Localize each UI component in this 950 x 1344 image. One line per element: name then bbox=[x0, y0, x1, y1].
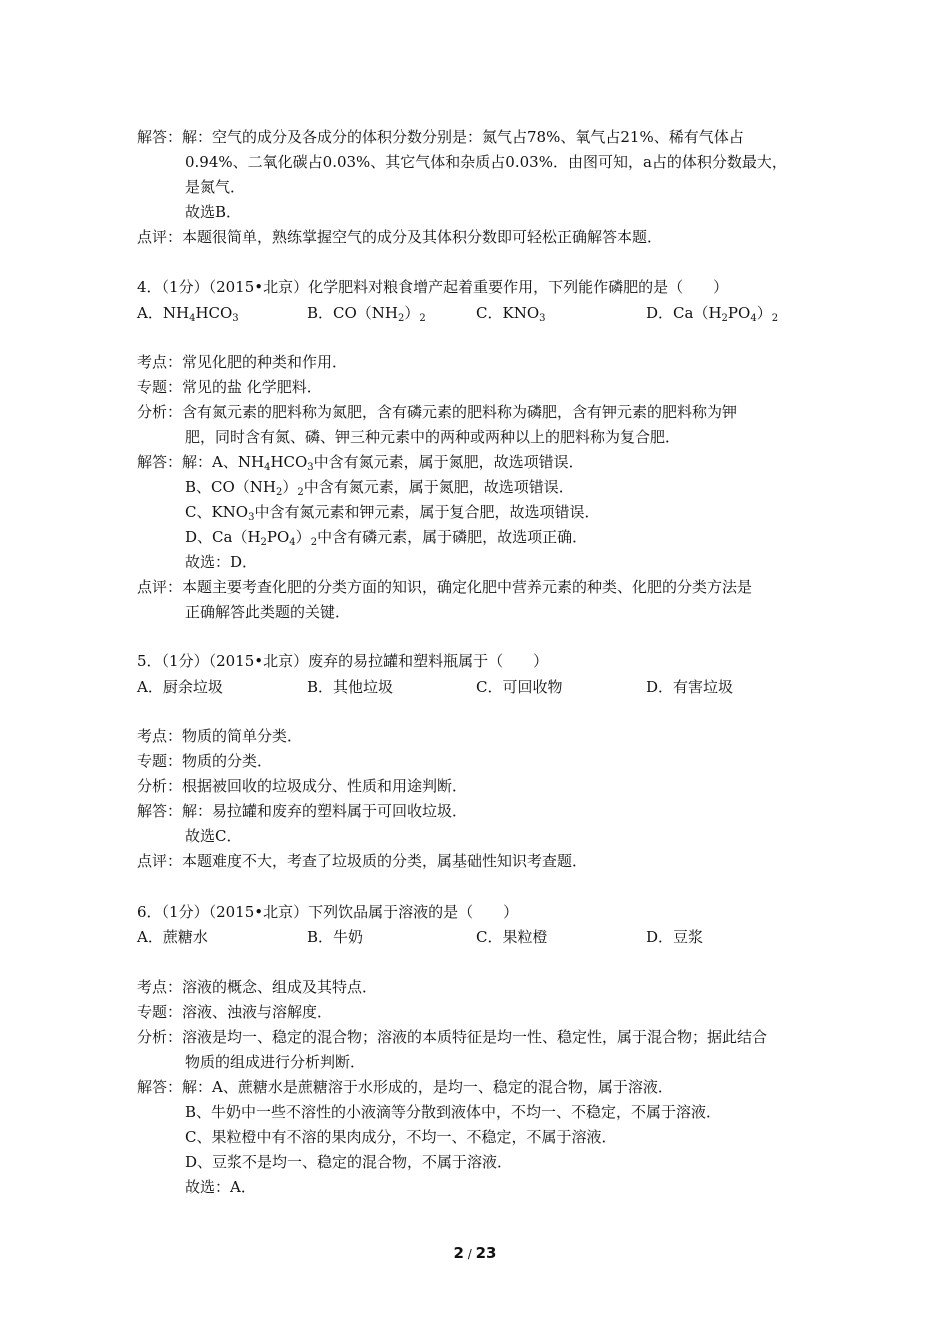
answer-label: 解答： bbox=[137, 1078, 183, 1096]
q5-option-b: B．其他垃圾 bbox=[307, 678, 394, 696]
fenxi-line: 物质的组成进行分析判断． bbox=[185, 1053, 366, 1071]
subscript: 4 bbox=[189, 313, 196, 324]
answer-line: 是氮气． bbox=[185, 178, 246, 196]
formula-part: CO（NH bbox=[333, 304, 399, 322]
answer-label: 解答： bbox=[137, 802, 183, 820]
zhuanti-text: 常见的盐 化学肥料． bbox=[182, 378, 322, 396]
option-prefix: A． bbox=[137, 304, 163, 322]
subscript: 2 bbox=[260, 537, 267, 548]
q6-option-b: B．牛奶 bbox=[307, 928, 364, 946]
subscript: 4 bbox=[289, 537, 296, 548]
subscript: 2 bbox=[310, 537, 318, 548]
q5-option-a: A．厨余垃圾 bbox=[137, 678, 223, 696]
answer-text: C、KNO bbox=[185, 503, 249, 521]
comment-label: 点评： bbox=[137, 228, 183, 246]
page-current: 2 bbox=[453, 1244, 464, 1262]
formula-part: ） bbox=[756, 304, 772, 322]
zhuanti-text: 物质的分类． bbox=[182, 752, 273, 770]
kaodian-text: 物质的简单分类． bbox=[182, 727, 303, 745]
answer-line: 0.94%、二氧化碳占0.03%、其它气体和杂质占0.03%．由图可知，a占的体积分数最大， bbox=[185, 153, 787, 171]
subscript: 2 bbox=[297, 487, 304, 498]
comment-text: 本题很简单，熟练掌握空气的成分及其体积分数即可轻松正确解答本题． bbox=[182, 228, 663, 246]
fenxi-label: 分析： bbox=[137, 1028, 183, 1046]
kaodian-line bbox=[137, 352, 347, 372]
answer-text: B、CO（NH bbox=[185, 478, 277, 496]
comment-label: 点评： bbox=[137, 852, 183, 870]
kaodian-label: 考点： bbox=[137, 978, 183, 996]
answer-text: 解：空气的成分及各成分的体积分数分别是：氮气占78%、氧气占21%、稀有气体占 bbox=[182, 128, 744, 146]
answer-line bbox=[185, 477, 574, 497]
comment-line bbox=[137, 577, 752, 597]
question-5-stem: 5．（1分）（2015•北京）废弃的易拉罐和塑料瓶属于（ ） bbox=[137, 652, 549, 670]
answer-text: HCO bbox=[270, 453, 308, 471]
subscript: 3 bbox=[248, 512, 255, 523]
fenxi-label: 分析： bbox=[137, 777, 183, 795]
answer-label: 解答： bbox=[137, 128, 183, 146]
answer-text: 解：A、NH bbox=[182, 453, 265, 471]
formula-part: HCO bbox=[195, 304, 233, 322]
kaodian-label: 考点： bbox=[137, 727, 183, 745]
subscript: 3 bbox=[307, 462, 314, 473]
zhuanti-label: 专题： bbox=[137, 1003, 183, 1021]
zhuanti-line bbox=[137, 377, 322, 397]
answer-line: D、豆浆不是均一、稳定的混合物，不属于溶液． bbox=[185, 1153, 513, 1171]
q4-option-c bbox=[476, 303, 546, 323]
answer-line: B、牛奶中一些不溶性的小液滴等分散到液体中，不均一、不稳定，不属于溶液． bbox=[185, 1103, 722, 1121]
comment-line bbox=[137, 851, 587, 871]
answer-line bbox=[137, 127, 744, 147]
fenxi-line bbox=[137, 402, 737, 422]
answer-line: 故选：A． bbox=[185, 1178, 256, 1196]
answer-text: ） bbox=[295, 528, 311, 546]
subscript: 3 bbox=[232, 313, 239, 324]
answer-text: 中含有氮元素，属于氮肥，故选项错误． bbox=[303, 478, 574, 496]
answer-text: 中含有氮元素和钾元素，属于复合肥，故选项错误． bbox=[254, 503, 600, 521]
formula-part: PO bbox=[727, 304, 751, 322]
answer-label: 解答： bbox=[137, 453, 183, 471]
question-6-stem: 6．（1分）（2015•北京）下列饮品属于溶液的是（ ） bbox=[137, 903, 519, 921]
formula-part: Ca（H bbox=[673, 304, 722, 322]
answer-line: 故选B． bbox=[185, 203, 242, 221]
q5-option-c: C．可回收物 bbox=[476, 678, 563, 696]
subscript: 4 bbox=[750, 313, 757, 324]
comment-text: 本题主要考查化肥的分类方面的知识，确定化肥中营养元素的种类、化肥的分类方法是 bbox=[182, 578, 753, 596]
page-number bbox=[0, 1244, 950, 1262]
kaodian-line bbox=[137, 726, 302, 746]
subscript: 2 bbox=[721, 313, 728, 324]
page-total: 23 bbox=[475, 1244, 497, 1262]
zhuanti-line bbox=[137, 1002, 332, 1022]
fenxi-label: 分析： bbox=[137, 403, 183, 421]
formula-part: NH bbox=[162, 304, 190, 322]
answer-text: 中含有氮元素，属于氮肥，故选项错误． bbox=[313, 453, 584, 471]
comment-line: 正确解答此类题的关键． bbox=[185, 603, 351, 621]
question-4-stem: 4．（1分）（2015•北京）化学肥料对粮食增产起着重要作用，下列能作磷肥的是（ ） bbox=[137, 278, 729, 296]
kaodian-text: 溶液的概念、组成及其特点． bbox=[182, 978, 378, 996]
kaodian-label: 考点： bbox=[137, 353, 183, 371]
option-prefix: C． bbox=[476, 304, 503, 322]
q4-option-d bbox=[646, 303, 778, 323]
answer-line bbox=[185, 502, 600, 522]
q4-option-a bbox=[137, 303, 239, 323]
answer-line: 故选C． bbox=[185, 827, 242, 845]
option-prefix: D． bbox=[646, 304, 674, 322]
subscript: 4 bbox=[264, 462, 271, 473]
formula-part: ） bbox=[404, 304, 420, 322]
subscript: 3 bbox=[539, 313, 546, 324]
fenxi-text: 根据被回收的垃圾成分、性质和用途判断． bbox=[182, 777, 468, 795]
comment-label: 点评： bbox=[137, 578, 183, 596]
zhuanti-label: 专题： bbox=[137, 752, 183, 770]
subscript: 2 bbox=[398, 313, 405, 324]
zhuanti-label: 专题： bbox=[137, 378, 183, 396]
comment-line bbox=[137, 227, 662, 247]
zhuanti-text: 溶液、浊液与溶解度． bbox=[182, 1003, 333, 1021]
fenxi-line bbox=[137, 776, 467, 796]
subscript: 2 bbox=[419, 313, 426, 324]
option-prefix: B． bbox=[307, 304, 334, 322]
subscript: 2 bbox=[276, 487, 283, 498]
answer-line bbox=[185, 527, 587, 547]
q5-option-d: D．有害垃圾 bbox=[646, 678, 734, 696]
answer-line bbox=[137, 1077, 673, 1097]
answer-text: D、Ca（H bbox=[185, 528, 261, 546]
answer-text: ） bbox=[282, 478, 298, 496]
fenxi-line: 肥，同时含有氮、磷、钾三种元素中的两种或两种以上的肥料称为复合肥． bbox=[185, 428, 681, 446]
answer-line: 故选：D． bbox=[185, 553, 258, 571]
answer-text: PO bbox=[266, 528, 290, 546]
kaodian-line bbox=[137, 977, 377, 997]
fenxi-text: 含有氮元素的肥料称为氮肥，含有磷元素的肥料称为磷肥，含有钾元素的肥料称为钾 bbox=[182, 403, 738, 421]
answer-line bbox=[137, 801, 467, 821]
q6-option-d: D．豆浆 bbox=[646, 928, 704, 946]
kaodian-text: 常见化肥的种类和作用． bbox=[182, 353, 348, 371]
formula-part: KNO bbox=[502, 304, 540, 322]
answer-line: C、果粒橙中有不溶的果肉成分，不均一、不稳定，不属于溶液． bbox=[185, 1128, 617, 1146]
answer-text: 中含有磷元素，属于磷肥，故选项正确． bbox=[317, 528, 588, 546]
subscript: 2 bbox=[771, 313, 779, 324]
zhuanti-line bbox=[137, 751, 272, 771]
answer-text: 解：易拉罐和废弃的塑料属于可回收垃圾． bbox=[182, 802, 468, 820]
answer-line bbox=[137, 452, 584, 472]
comment-text: 本题难度不大，考查了垃圾质的分类，属基础性知识考查题． bbox=[182, 852, 588, 870]
q4-option-b bbox=[307, 303, 426, 323]
q6-option-c: C．果粒橙 bbox=[476, 928, 548, 946]
fenxi-line bbox=[137, 1027, 767, 1047]
answer-text: 解：A、蔗糖水是蔗糖溶于水形成的，是均一、稳定的混合物，属于溶液． bbox=[182, 1078, 673, 1096]
page-separator: / bbox=[463, 1247, 476, 1261]
q6-option-a: A．蔗糖水 bbox=[137, 928, 208, 946]
fenxi-text: 溶液是均一、稳定的混合物；溶液的本质特征是均一性、稳定性，属于混合物；据此结合 bbox=[182, 1028, 768, 1046]
